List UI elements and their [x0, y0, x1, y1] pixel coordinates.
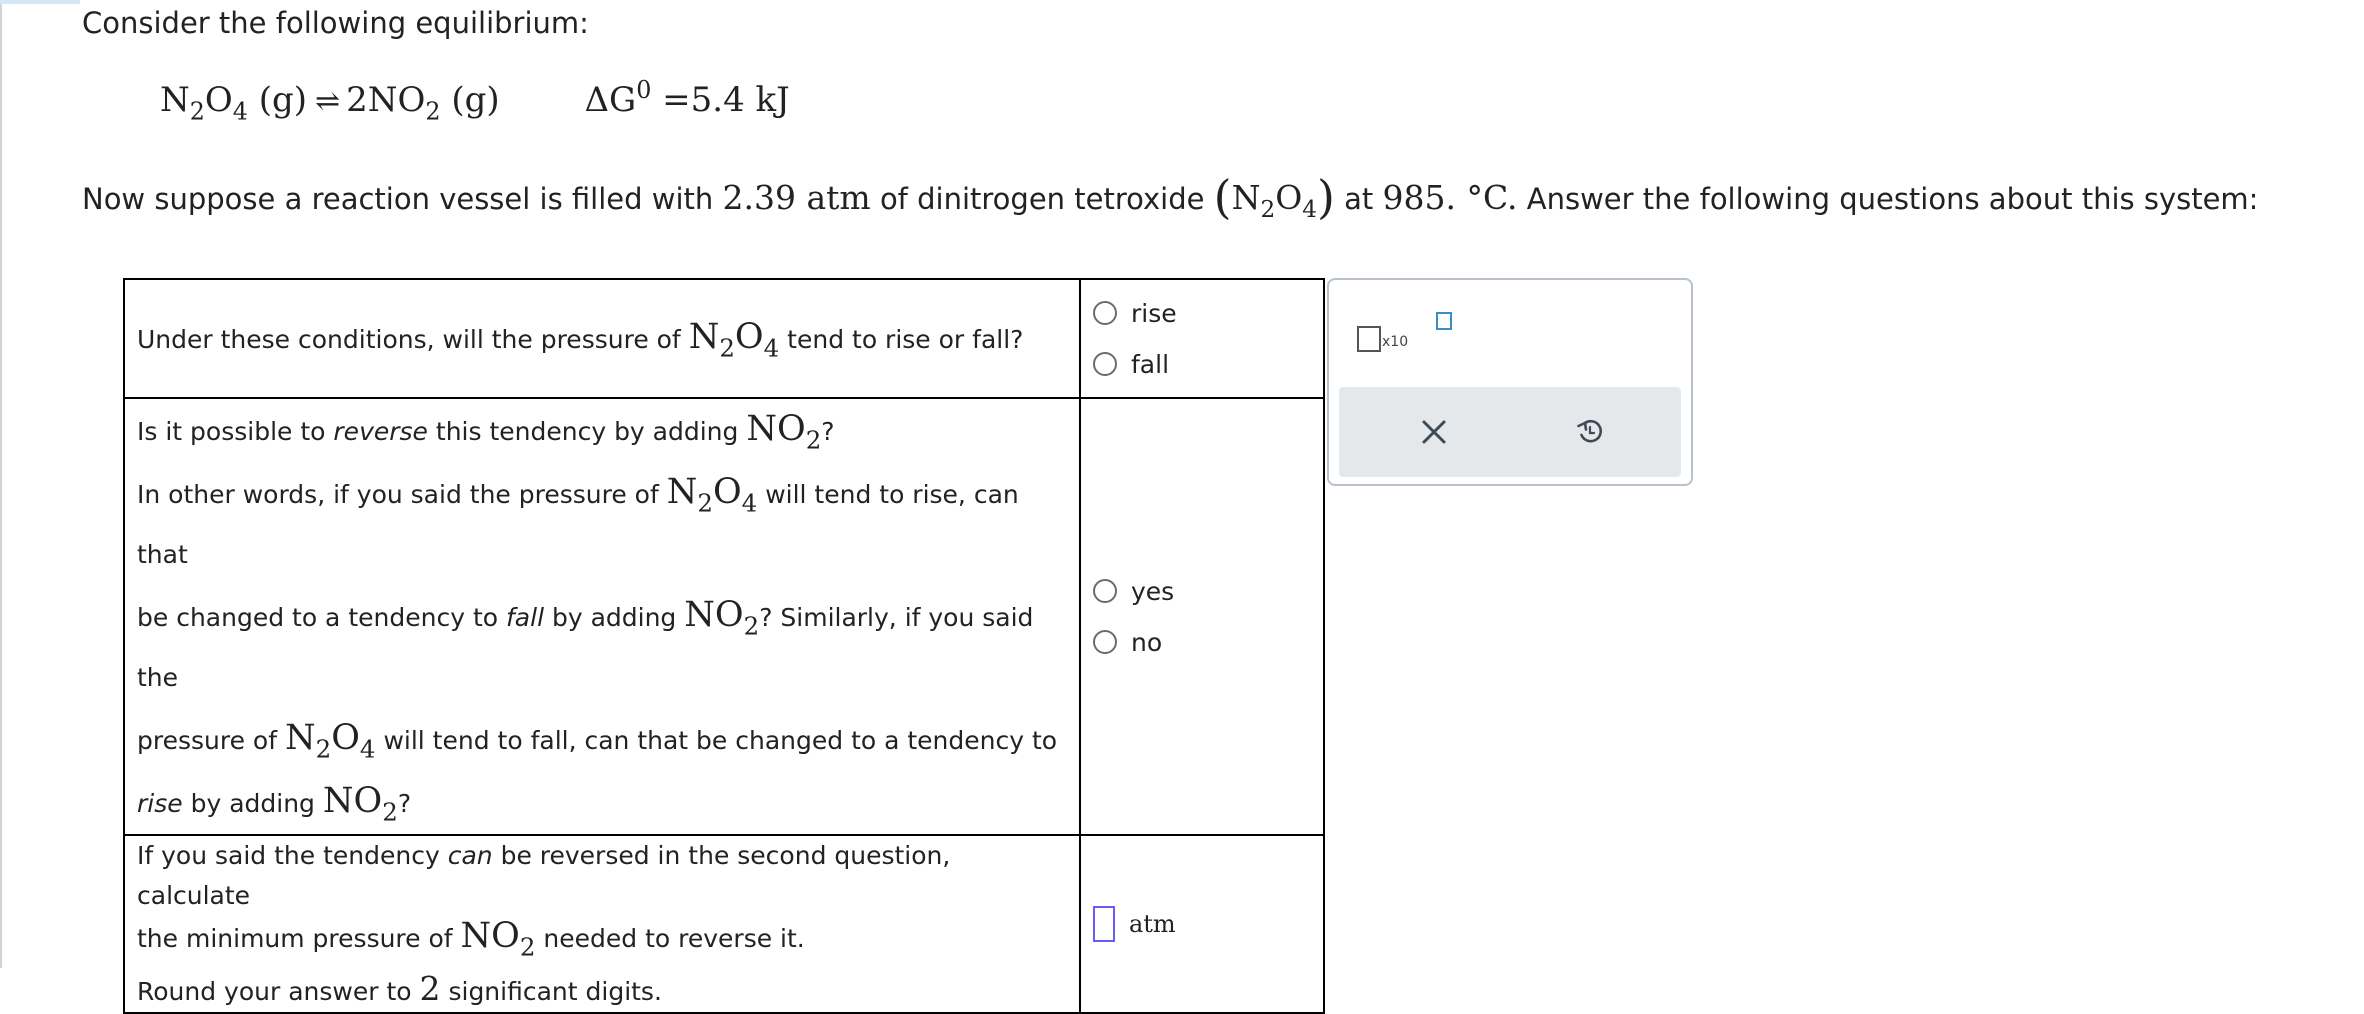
temperature: 985. °C. [1382, 178, 1518, 217]
question-row-2 [124, 398, 1324, 835]
equilibrium-equation [160, 75, 790, 126]
product: $2NO_2$ (g) [346, 80, 500, 126]
page-left-border [0, 0, 2, 968]
question-2-answers [1080, 398, 1324, 835]
question-table [123, 278, 1325, 1014]
undo-button[interactable] [1565, 407, 1615, 457]
radio-option-rise[interactable]: rise [1093, 288, 1311, 339]
undo-icon [1575, 417, 1605, 447]
question-1-text: Under these conditions, will the pressure of $N_2O_4$ tend to rise or fall? [124, 279, 1080, 398]
question-1-answers [1080, 279, 1324, 398]
reactant: $N_2O_4$ (g) [160, 80, 308, 126]
scientific-notation-button[interactable] [1357, 310, 1427, 356]
scenario-prompt: Now suppose a reaction vessel is filled with 2.39 atm of dinitrogen tetroxide $(N_2O_4)$ at 985. °C. Answer the following questions about this system: [82, 170, 2259, 224]
mantissa-box-icon [1357, 326, 1381, 352]
radio-button[interactable] [1093, 301, 1117, 325]
answer-toolbox [1327, 278, 1693, 486]
unit-label: atm [1128, 910, 1176, 938]
toolbox-action-bar [1339, 387, 1681, 477]
radio-option-fall[interactable]: fall [1093, 339, 1311, 390]
equilibrium-arrow: ⇌ [315, 84, 341, 119]
exponent-box-icon [1436, 312, 1452, 330]
top-tab-indicator [0, 0, 80, 4]
pressure-answer-input[interactable] [1093, 906, 1115, 942]
question-row-1 [124, 279, 1324, 398]
delta-g: $\Delta G^0 =5.4$ kJ [584, 75, 790, 120]
close-icon [1420, 418, 1448, 446]
question-2-text: Is it possible to reverse this tendency by adding $NO_2$? In other words, if you said the pressure of $N_2O_4$ will tend to rise, can that be changed to a tendency to fall by adding $NO_2$? Similarly, if you said the pressure of $N_2O_4$ will tend to fall, can that be changed to a tendency to rise by adding $NO_2$? [124, 398, 1080, 835]
question-3-text: If you said the tendency can be reversed in the second question, calculate the minimum pressure of $NO_2$ needed to reverse it. Round your answer to 2 significant digits. [124, 835, 1080, 1013]
intro-text: Consider the following equilibrium: [82, 6, 589, 40]
question-row-3 [124, 835, 1324, 1013]
radio-option-no[interactable]: no [1093, 617, 1311, 668]
radio-button[interactable] [1093, 630, 1117, 654]
question-3-answer [1080, 835, 1324, 1013]
radio-option-yes[interactable]: yes [1093, 566, 1311, 617]
initial-pressure: 2.39 atm [722, 178, 871, 217]
clear-button[interactable] [1409, 407, 1459, 457]
radio-button[interactable] [1093, 579, 1117, 603]
x10-label: x10 [1382, 334, 1409, 350]
radio-button[interactable] [1093, 352, 1117, 376]
